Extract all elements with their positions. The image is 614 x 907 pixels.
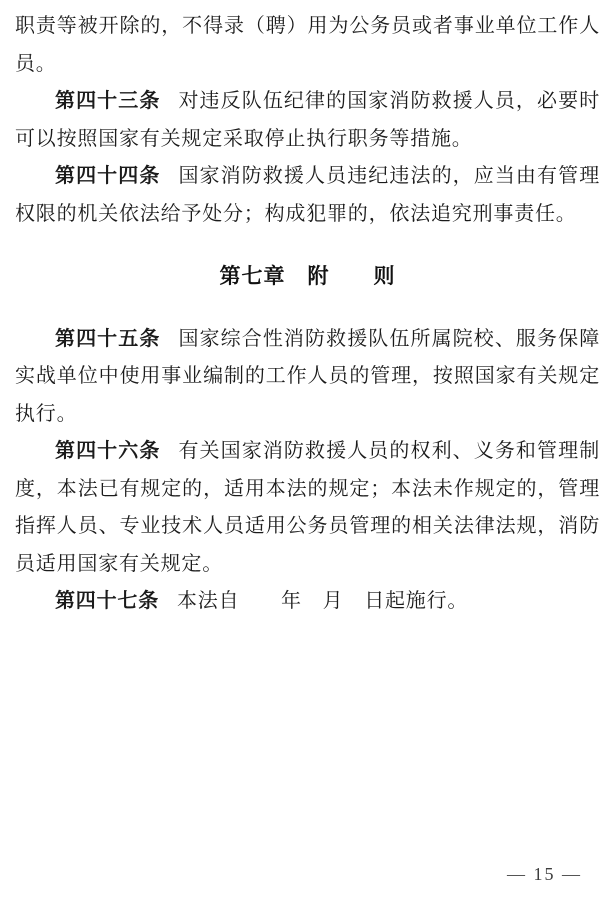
page-number: — 15 — (507, 864, 582, 884)
article-43-number: 第四十三条 (55, 90, 161, 112)
paragraph-continuation: 职责等被开除的，不得录（聘）用为公务员或者事业单位工作人员。 (15, 15, 600, 75)
article-45-text: 国家综合性消防救援队伍所属院校、服务保障实战单位中使用事业编制的工作人员的管理，按照国家有关规定执行。 (15, 327, 601, 425)
paragraph-article-47 (15, 583, 600, 621)
paragraph-article-46 (15, 433, 600, 583)
article-47-text: 本法自 年 月 日起施行。 (177, 590, 469, 612)
chapter-7-heading: 第七章 附 则 (219, 264, 396, 288)
article-43-text: 对违反队伍纪律的国家消防救援人员，必要时可以按照国家有关规定采取停止执行职务等措施。 (15, 90, 601, 150)
paragraph-article-45 (15, 321, 600, 434)
article-45-number: 第四十五条 (55, 327, 161, 350)
article-44-number: 第四十四条 (55, 165, 161, 187)
paragraph-article-44 (15, 158, 600, 233)
article-44-text: 国家消防救援人员违纪违法的，应当由有管理权限的机关依法给予处分；构成犯罪的，依法追究刑事责任。 (15, 165, 601, 225)
article-46-text: 有关国家消防救援人员的权利、义务和管理制度，本法已有规定的，适用本法的规定；本法未作规定的，管理指挥人员、专业技术人员适用公务员管理的相关法律法规，消防员适用国家有关规定。 (15, 440, 601, 575)
paragraph-article-43 (15, 83, 600, 158)
article-46-number: 第四十六条 (55, 440, 161, 462)
article-47-number: 第四十七条 (55, 590, 159, 612)
